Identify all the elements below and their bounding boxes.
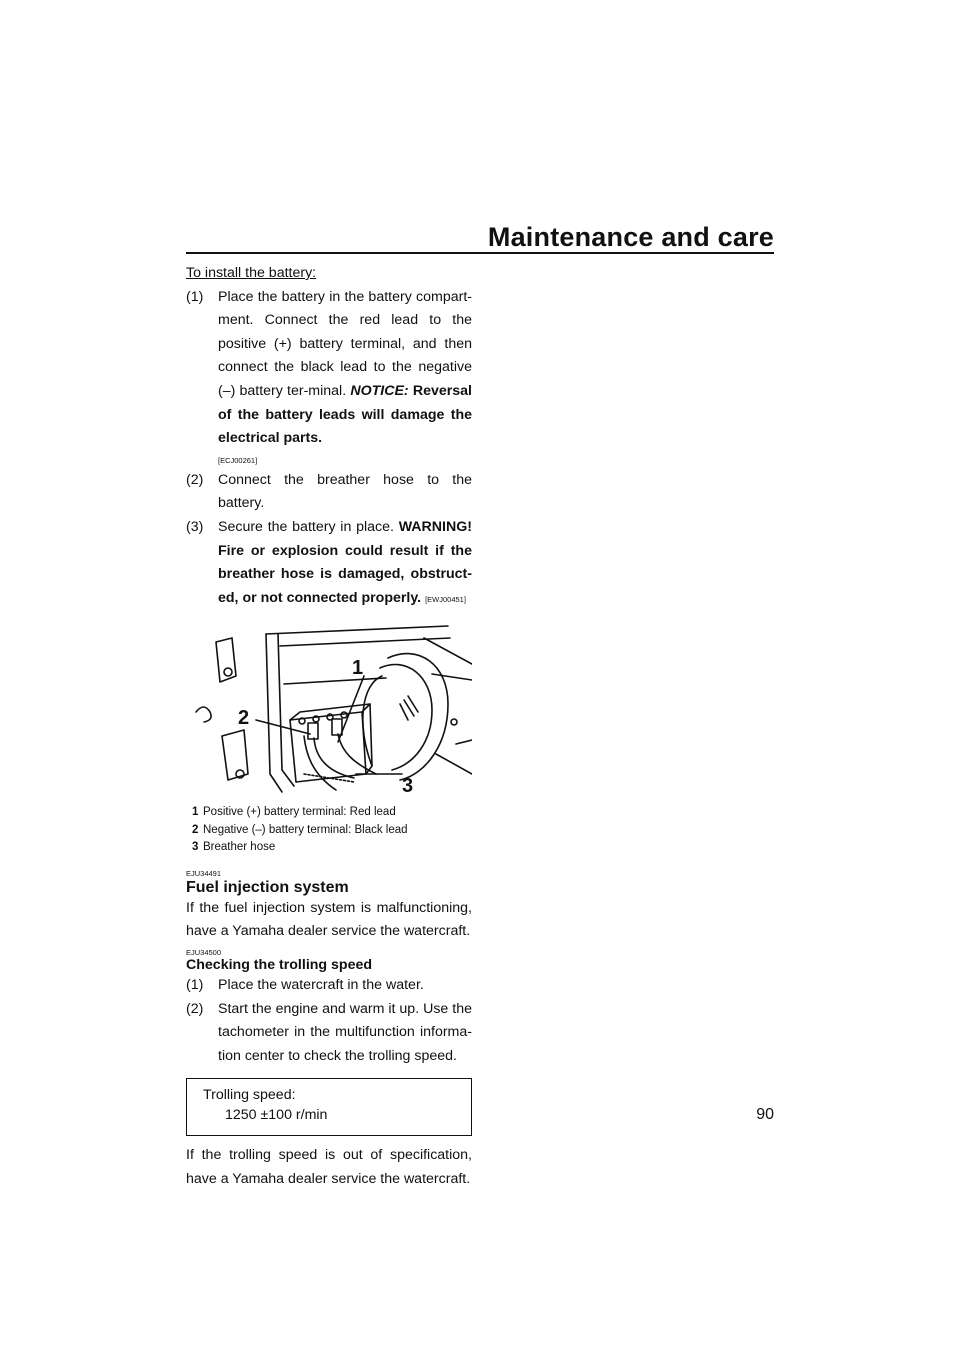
spec-label: Trolling speed: bbox=[203, 1087, 296, 1104]
notice-text: Reversal of the battery leads will damage the electrical parts. bbox=[218, 382, 472, 447]
install-step-3 bbox=[186, 516, 472, 610]
callout-3: 3 bbox=[402, 775, 414, 798]
battery-illustration bbox=[186, 624, 472, 799]
trolling-step-2 bbox=[186, 998, 472, 1069]
section-title: Fuel injection system bbox=[186, 878, 349, 896]
notice-label: NOTICE: bbox=[350, 382, 409, 399]
paragraph: If the trolling speed is out of specification, have a Yamaha dealer service the watercraft. bbox=[186, 1147, 472, 1187]
battery-drawing bbox=[186, 624, 472, 799]
step-number: (1) bbox=[186, 977, 204, 993]
install-step-2 bbox=[186, 469, 472, 516]
install-heading: To install the battery: bbox=[186, 265, 317, 281]
header-rule bbox=[186, 252, 774, 254]
step-text: Secure the battery in place. bbox=[218, 518, 394, 535]
paragraph: If the fuel injection system is malfunctioning, have a Yamaha dealer service the watercraft. bbox=[186, 899, 472, 940]
spec-value: 1250 ±100 r/min bbox=[225, 1107, 328, 1124]
step-number: (2) bbox=[186, 1000, 204, 1017]
warning-code: [EWJ00451] bbox=[425, 594, 466, 604]
step-text: Connect the breather hose to the battery. bbox=[218, 471, 472, 512]
legend-item: 3 Breather hose bbox=[192, 841, 276, 854]
section-code: EJU34500 bbox=[186, 948, 222, 957]
legend-item: 2 Negative (–) battery terminal: Black lead bbox=[192, 823, 408, 836]
step-number: (3) bbox=[186, 518, 204, 535]
trolling-step-1 bbox=[186, 974, 472, 998]
notice-code: [ECJ00261] bbox=[218, 455, 258, 465]
legend-item: 1 Positive (+) battery terminal: Red lead bbox=[192, 806, 396, 819]
page-header-title: Maintenance and care bbox=[487, 222, 774, 252]
section-code: EJU34491 bbox=[186, 868, 222, 878]
subsection-title: Checking the trolling speed bbox=[186, 957, 373, 973]
callout-2: 2 bbox=[238, 707, 250, 730]
step-text: Place the battery in the battery compart-ment. Connect the red lead to the positive (+) battery terminal, and then connect the black lead to the negative (–) battery ter-minal. bbox=[218, 288, 472, 399]
step-number: (2) bbox=[186, 471, 204, 488]
content-column bbox=[186, 262, 472, 1192]
warning-text: WARNING! Fire or explosion could result if the breather hose is damaged, obstruct-ed, or not connected properly. bbox=[218, 518, 472, 606]
step-text: Place the watercraft in the water. bbox=[218, 977, 424, 993]
step-number: (1) bbox=[186, 288, 204, 305]
install-step-1 bbox=[186, 286, 472, 467]
callout-1: 1 bbox=[352, 657, 364, 680]
page-number: 90 bbox=[756, 1106, 774, 1123]
spec-box bbox=[186, 1078, 472, 1136]
figure-legend bbox=[192, 804, 472, 857]
step-text: Start the engine and warm it up. Use the tachometer in the multifunction informa-tion center to check the trolling speed. bbox=[218, 1000, 472, 1064]
